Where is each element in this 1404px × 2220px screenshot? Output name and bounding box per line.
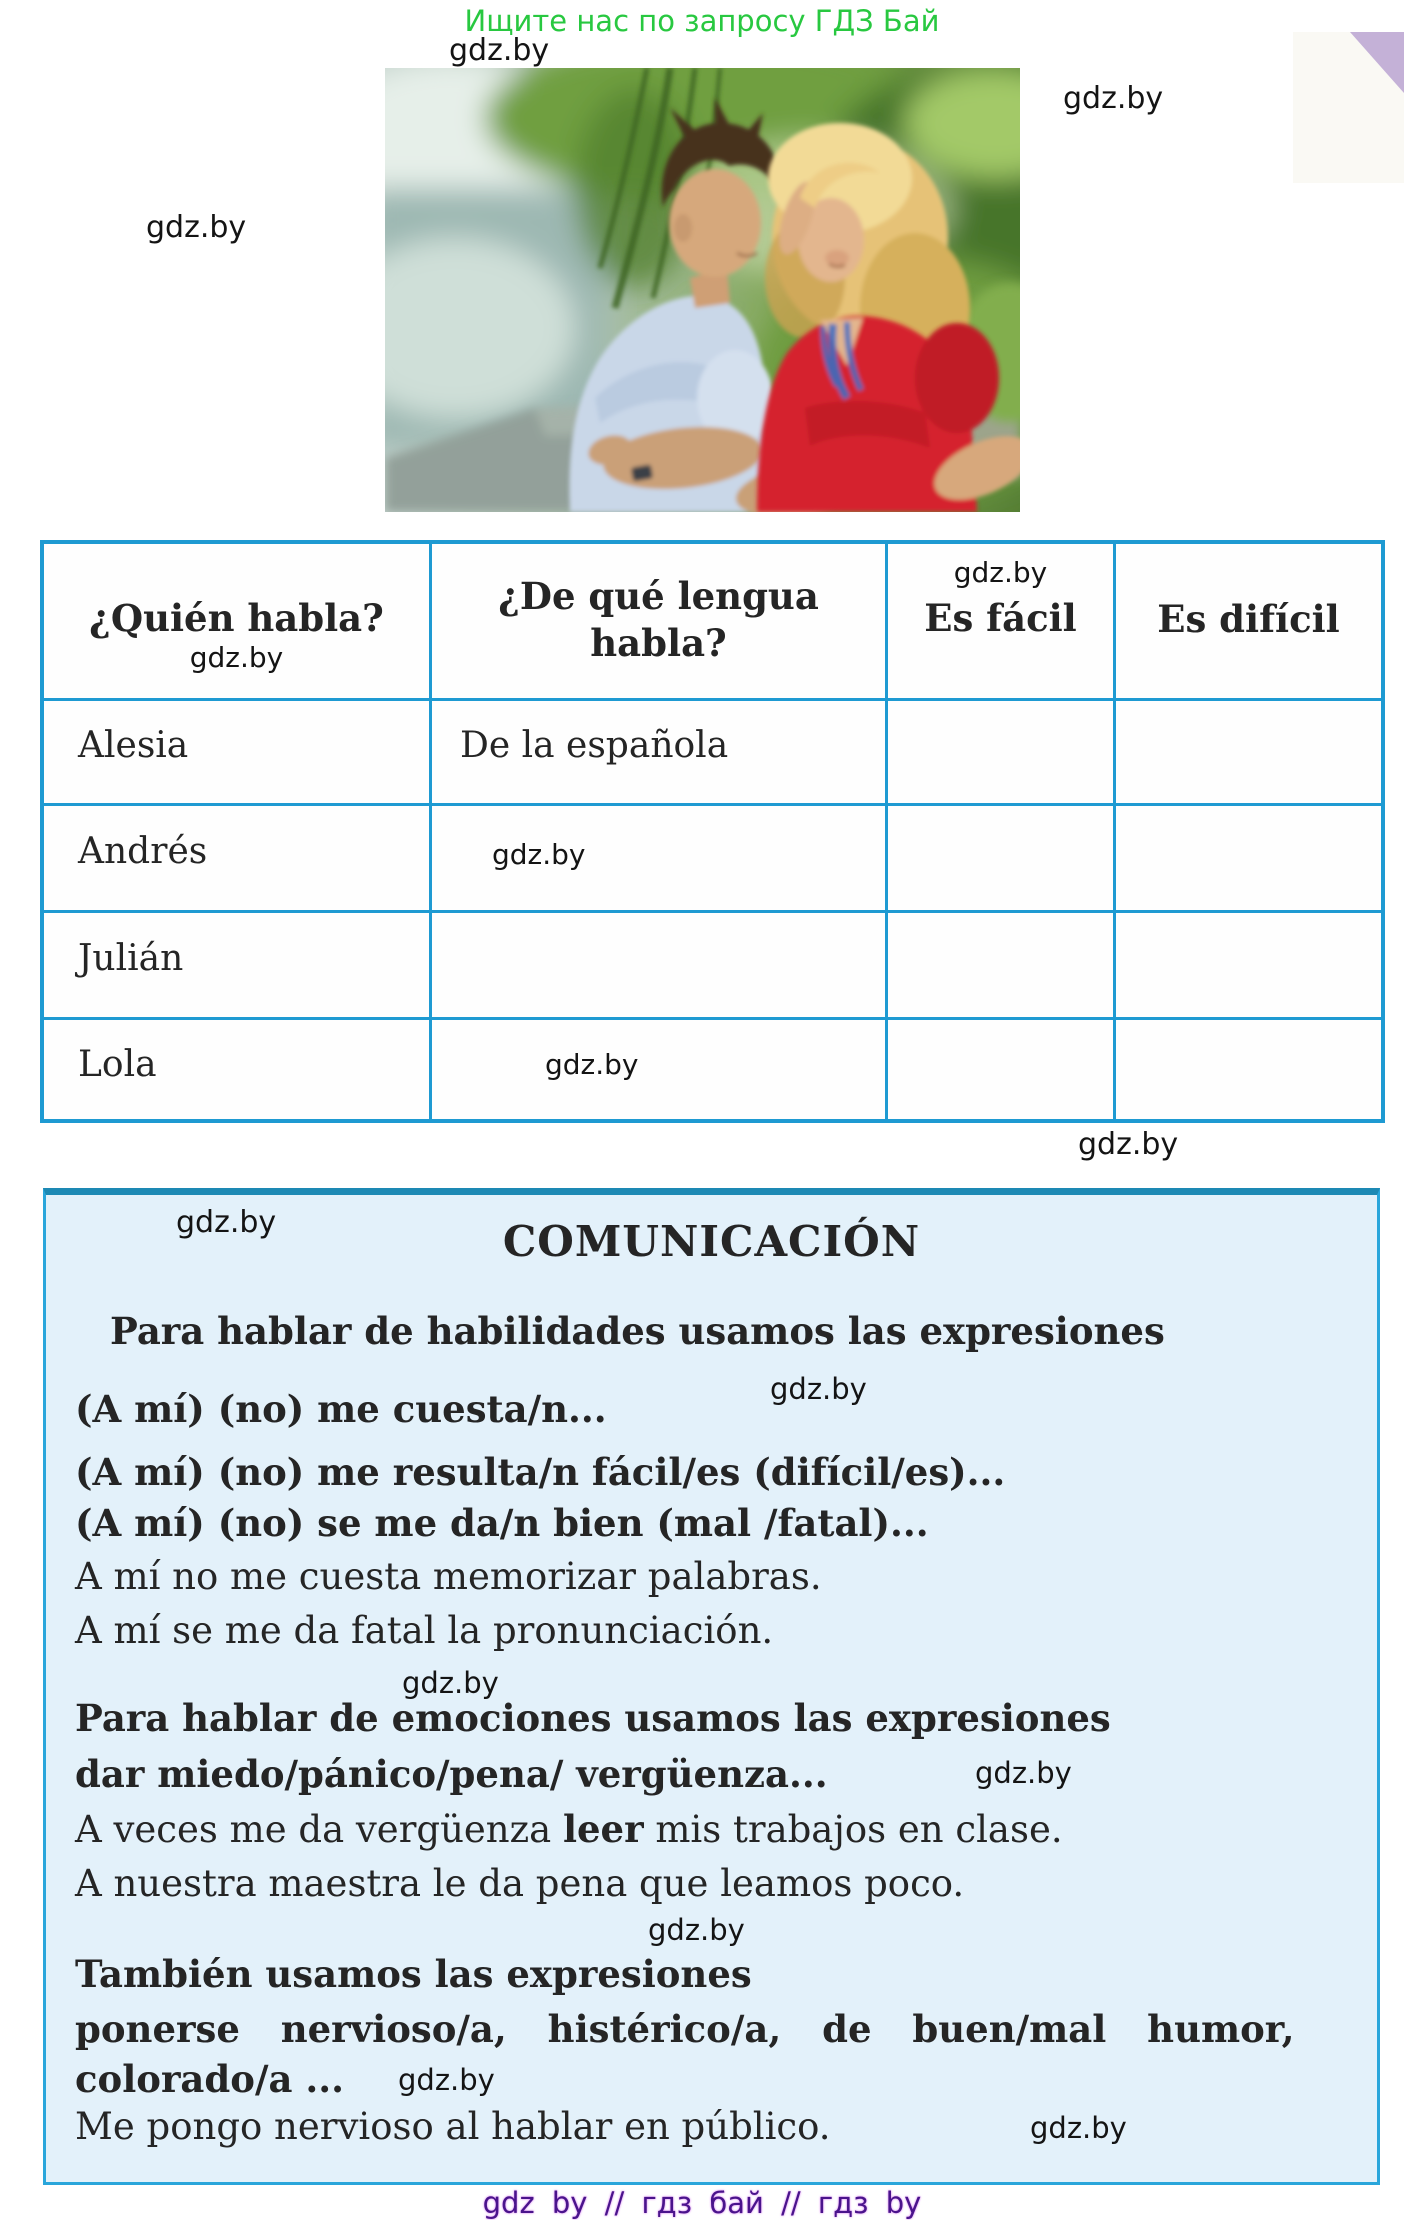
column-header-lengua-line2: habla?: [590, 621, 727, 665]
table-grid-line: [44, 1017, 1381, 1020]
ejemplo-maestra: A nuestra maestra le da pena que leamos poco.: [75, 1862, 965, 1905]
column-header-dificil: Es difícil: [1157, 597, 1340, 641]
ejemplo-pronunciacion: A mí se me da fatal la pronunciación.: [75, 1609, 774, 1652]
ejemplo-verguenza-pre: A veces me da vergüenza: [75, 1808, 563, 1851]
photo-couple-by-lake: [385, 68, 1020, 512]
watermark: gdz.by: [402, 1666, 499, 1700]
watermark: gdz.by: [1063, 81, 1164, 116]
ejemplo-verguenza-post: mis trabajos en clase.: [643, 1808, 1063, 1851]
expresion-da: (A mí) (no) se me da/n bien (mal /fatal)...: [75, 1501, 929, 1545]
table-cell-who: Andrés: [78, 831, 208, 872]
table-grid-line: [44, 698, 1381, 701]
watermark: gdz.by: [1078, 1127, 1179, 1162]
watermark: gdz.by: [770, 1372, 867, 1406]
watermark: gdz.by: [449, 33, 550, 68]
footer-watermark-line: gdz by // гдз бай // гдз by: [482, 2186, 922, 2220]
expresion-resulta: (A mí) (no) me resulta/n fácil/es (difícil/es)...: [75, 1450, 1006, 1494]
expresion-ponerse: ponerse nervioso/a, histérico/a, de buen/mal humor,: [75, 2007, 1295, 2051]
photo: [385, 68, 1020, 512]
column-header-facil: Es fácil: [924, 596, 1077, 640]
column-header-lengua-line1: ¿De qué lengua: [498, 574, 819, 618]
intro-tambien: También usamos las expresiones: [75, 1952, 752, 1996]
table-cell-lengua: De la española: [460, 725, 729, 766]
ejemplo-memorizar: A mí no me cuesta memorizar palabras.: [75, 1555, 822, 1598]
speakers-table: [40, 540, 1385, 1123]
promo-text: Ищите нас по запросу ГДЗ Бай: [464, 4, 940, 38]
watermark: gdz.by: [492, 838, 586, 871]
corner-fold-triangle: [1350, 32, 1404, 93]
watermark: gdz.by: [189, 641, 284, 674]
intro-habilidades: Para hablar de habilidades usamos las expresiones: [110, 1309, 1165, 1353]
intro-emociones: Para hablar de emociones usamos las expresiones: [75, 1696, 1111, 1740]
table-cell-who: Lola: [78, 1044, 157, 1085]
watermark: gdz.by: [953, 556, 1048, 589]
watermark: gdz.by: [176, 1205, 277, 1240]
table-grid-line: [44, 910, 1381, 913]
watermark: gdz.by: [545, 1048, 639, 1081]
table-cell-who: Alesia: [78, 725, 189, 766]
expresion-cuesta: (A mí) (no) me cuesta/n...: [75, 1387, 607, 1431]
table-grid-line: [44, 803, 1381, 806]
ejemplo-publico: Me pongo nervioso al hablar en público.: [75, 2105, 831, 2148]
expresion-miedo: dar miedo/pánico/pena/ vergüenza...: [75, 1752, 828, 1796]
comunicacion-title: COMUNICACIÓN: [502, 1217, 921, 1266]
ejemplo-verguenza: [75, 1805, 1063, 1854]
watermark: gdz.by: [1030, 2111, 1127, 2145]
column-header-quien: ¿Quién habla?: [89, 596, 384, 640]
table-cell-who: Julián: [78, 938, 184, 979]
watermark: gdz.by: [398, 2063, 495, 2097]
watermark: gdz.by: [648, 1913, 745, 1947]
ejemplo-verguenza-bold: leer: [562, 1807, 644, 1851]
watermark: gdz.by: [975, 1756, 1072, 1790]
expresion-colorado: colorado/a ...: [75, 2057, 344, 2101]
watermark: gdz.by: [146, 210, 247, 245]
